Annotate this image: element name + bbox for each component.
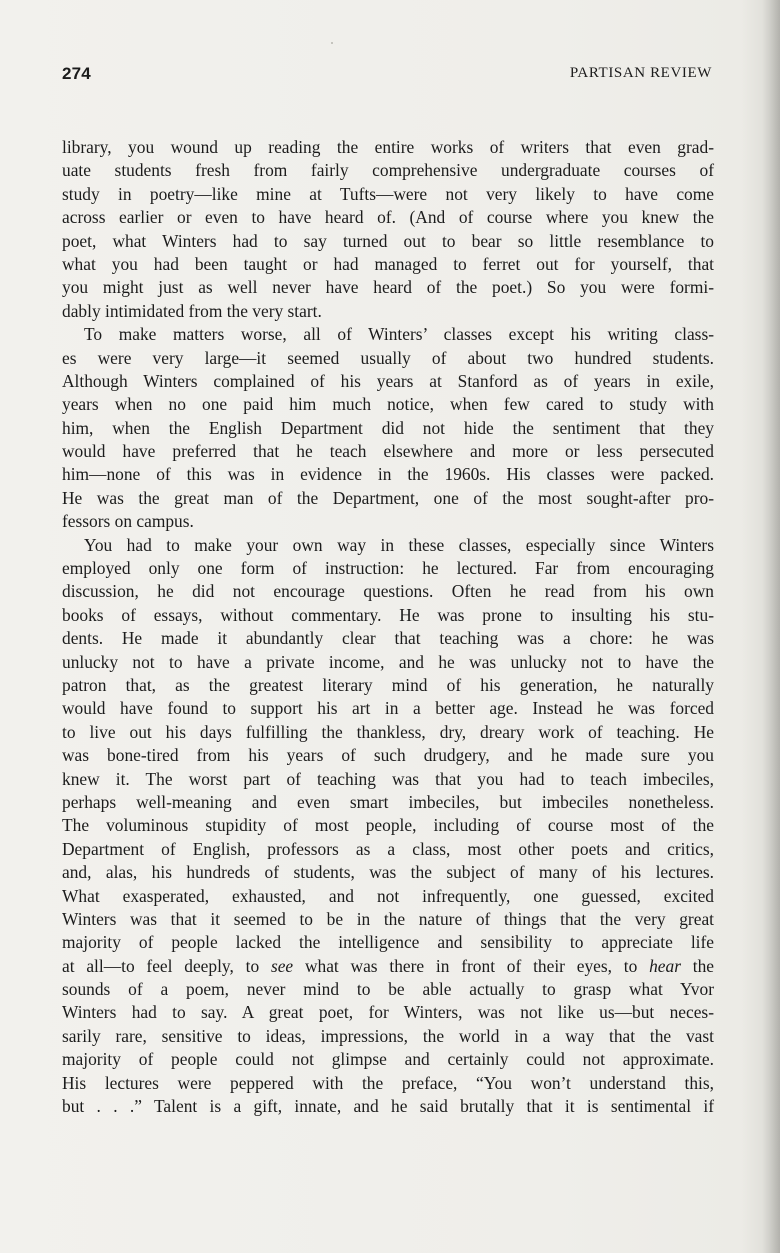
- text-line: you might just as well never have heard of the poet.) So you were formi-: [62, 277, 714, 298]
- text-line: sarily rare, sensitive to ideas, impressions, the world in a way that the vast: [62, 1025, 714, 1046]
- text-line: Department of English, professors as a class, most other poets and critics,: [62, 838, 714, 859]
- text-line: to live out his days fulfilling the thankless, dry, dreary work of teaching. He: [62, 721, 714, 742]
- text-segment: the: [680, 955, 714, 976]
- running-head: PARTISAN REVIEW: [569, 65, 712, 81]
- text-line: uate students fresh from fairly comprehensive undergraduate courses of: [62, 160, 714, 181]
- text-line: library, you wound up reading the entire works of writers that even grad-: [62, 137, 714, 157]
- text-line: would have preferred that he teach elsewhere and more or less persecuted: [62, 441, 714, 462]
- emphasis-hear: hear: [649, 955, 681, 976]
- text-line: To make matters worse, all of Winters’ classes except his writing class-: [84, 324, 714, 345]
- text-line: perhaps well-meaning and even smart imbeciles, but imbeciles nonetheless.: [62, 791, 714, 812]
- text-segment: what was there in front of their eyes, to: [293, 955, 650, 976]
- text-line: books of essays, without commentary. He was prone to insulting his stu-: [62, 604, 714, 625]
- text-line: discussion, he did not encourage questions. Often he read from his own: [62, 581, 714, 602]
- text-line-emphasis: [62, 955, 714, 978]
- text-line: The voluminous stupidity of most people, including of course most of the: [62, 815, 714, 836]
- text-line: employed only one form of instruction: he lectured. Far from encouraging: [62, 558, 714, 579]
- text-line: study in poetry—like mine at Tufts—were not very likely to have come: [62, 183, 714, 204]
- text-line: but . . .” Talent is a gift, innate, and he said brutally that it is sentimental if: [62, 1096, 714, 1117]
- text-segment: at all—to feel deeply, to: [62, 955, 271, 976]
- text-line: sounds of a poem, never mind to be able actually to grasp what Yvor: [62, 979, 714, 1000]
- text-line: dably intimidated from the very start.: [62, 300, 322, 321]
- text-line: majority of people could not glimpse and certainly could not approximate.: [62, 1049, 714, 1070]
- text-line: and, alas, his hundreds of students, was the subject of many of his lectures.: [62, 862, 714, 883]
- text-line: Although Winters complained of his years at Stanford as of years in exile,: [62, 370, 714, 391]
- text-line: fessors on campus.: [62, 511, 194, 532]
- text-line: His lectures were peppered with the preface, “You won’t understand this,: [62, 1072, 714, 1093]
- text-line: years when no one paid him much notice, when few cared to study with: [62, 394, 714, 415]
- text-line: knew it. The worst part of teaching was that you had to teach imbeciles,: [62, 768, 714, 789]
- page-edge-shadow: [762, 0, 780, 1253]
- body-text: [62, 136, 714, 1118]
- text-line: poet, what Winters had to say turned out to bear so little resemblance to: [62, 230, 714, 251]
- text-line: across earlier or even to have heard of. (And of course where you knew the: [62, 207, 714, 228]
- text-line: him—none of this was in evidence in the 1960s. His classes were packed.: [62, 464, 714, 485]
- text-line: was bone-tired from his years of such drudgery, and he made sure you: [62, 745, 714, 766]
- print-speck: [331, 42, 333, 44]
- text-line: him, when the English Department did not hide the sentiment that they: [62, 417, 714, 438]
- text-line: es were very large—it seemed usually of about two hundred students.: [62, 347, 714, 368]
- text-line: You had to make your own way in these classes, especially since Winters: [84, 534, 714, 555]
- text-line: Winters had to say. A great poet, for Winters, was not like us—but neces-: [62, 1002, 714, 1023]
- page-number: 274: [62, 64, 91, 83]
- text-line: He was the great man of the Department, one of the most sought-after pro-: [62, 487, 714, 508]
- text-line: what you had been taught or had managed to ferret out for yourself, that: [62, 253, 714, 274]
- text-line: patron that, as the greatest literary mind of his generation, he naturally: [62, 674, 714, 695]
- text-line: unlucky not to have a private income, and he was unlucky not to have the: [62, 651, 714, 672]
- text-line: What exasperated, exhausted, and not infrequently, one guessed, excited: [62, 885, 714, 906]
- text-line: dents. He made it abundantly clear that teaching was a chore: he was: [62, 628, 714, 649]
- page-header: [62, 64, 712, 88]
- emphasis-see: see: [270, 955, 294, 976]
- text-line: would have found to support his art in a better age. Instead he was forced: [62, 698, 714, 719]
- text-line: Winters was that it seemed to be in the nature of things that the very great: [62, 908, 714, 929]
- text-line: majority of people lacked the intelligence and sensibility to appreciate life: [62, 932, 714, 953]
